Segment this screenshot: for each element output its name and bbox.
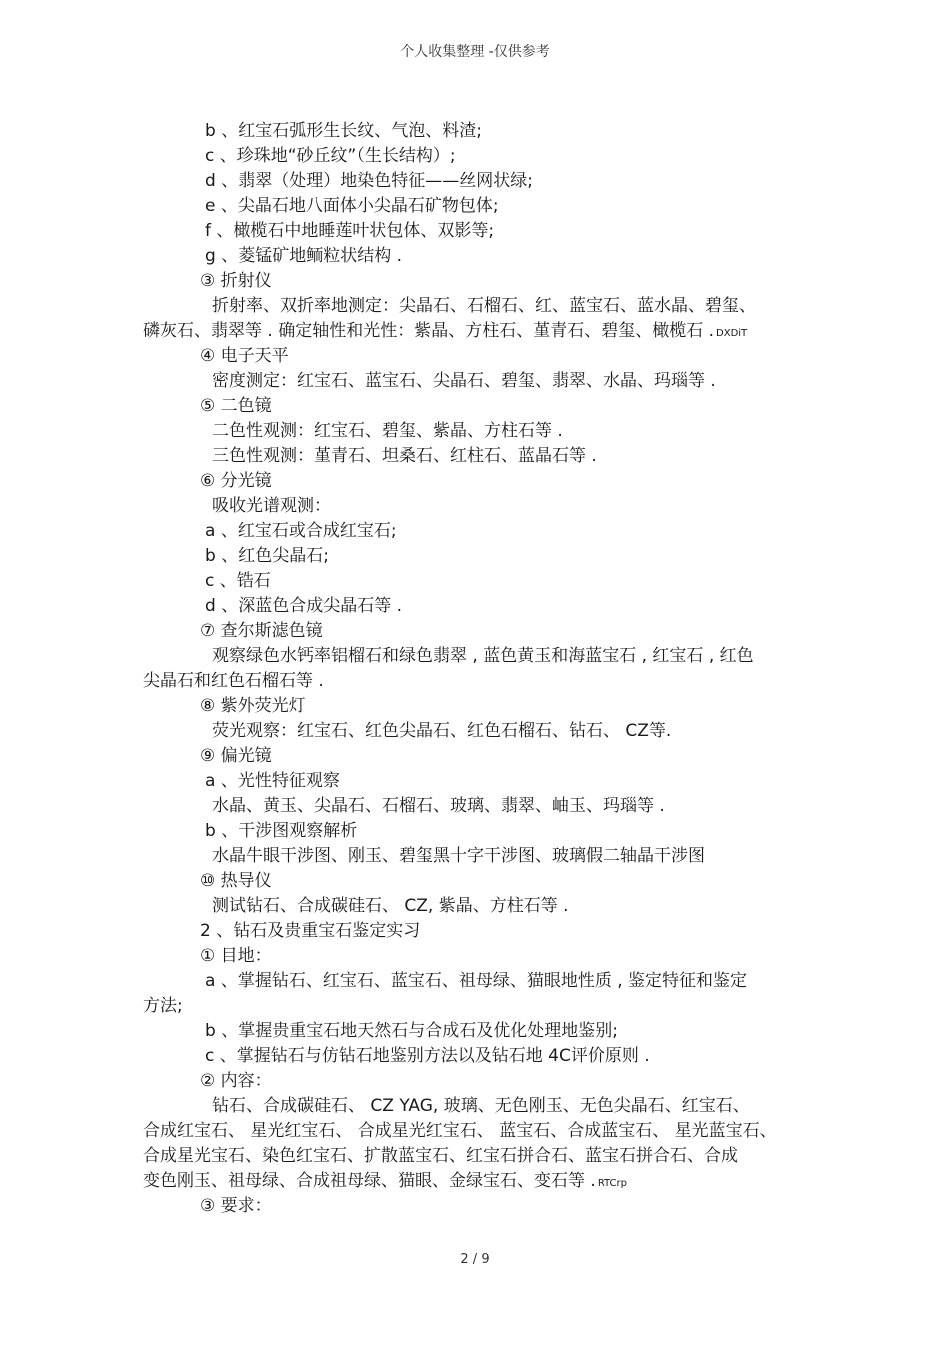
text-line bbox=[200, 944, 272, 968]
text-line bbox=[200, 744, 272, 768]
line-text: ⑤ 二色镜 bbox=[200, 396, 272, 416]
text-line bbox=[212, 419, 563, 443]
line-text: 尖晶石和红色石榴石等 . bbox=[143, 671, 324, 691]
text-line bbox=[200, 469, 272, 493]
text-line bbox=[143, 994, 183, 1018]
line-text: 测试钻石、合成碳硅石、 CZ, 紫晶、方柱石等 . bbox=[212, 896, 569, 916]
line-text: ④ 电子天平 bbox=[200, 346, 289, 366]
line-text: 折射率、双折率地测定：尖晶石、石榴石、红、蓝宝石、蓝水晶、碧玺、 bbox=[212, 296, 756, 316]
text-line bbox=[205, 119, 482, 143]
line-text: 水晶牛眼干涉图、刚玉、碧玺黑十字干涉图、玻璃假二轴晶干涉图 bbox=[212, 846, 705, 866]
text-line bbox=[205, 219, 494, 243]
text-line bbox=[205, 169, 533, 193]
line-text: 磷灰石、翡翠等 . 确定轴性和光性：紫晶、方柱石、堇青石、碧玺、橄榄石 . bbox=[143, 321, 715, 341]
text-line bbox=[205, 569, 271, 593]
line-text: d 、翡翠（处理）地染色特征——丝网状绿; bbox=[205, 171, 533, 191]
text-line bbox=[143, 1169, 627, 1196]
text-line bbox=[212, 494, 331, 518]
text-line bbox=[143, 1144, 738, 1168]
line-text: b 、干涉图观察解析 bbox=[205, 821, 358, 841]
line-text: ③ 折射仪 bbox=[200, 271, 272, 291]
text-line bbox=[205, 544, 329, 568]
line-text: 荧光观察：红宝石、红色尖晶石、红色石榴石、钻石、 CZ等. bbox=[212, 721, 672, 741]
text-line bbox=[143, 319, 747, 346]
line-text: b 、红色尖晶石; bbox=[205, 546, 329, 566]
line-text: 观察绿色水钙率铝榴石和绿色翡翠 , 蓝色黄玉和海蓝宝石 , 红宝石 , 红色 bbox=[212, 646, 754, 666]
text-line bbox=[200, 619, 323, 643]
line-text: 2 、钻石及贵重宝石鉴定实习 bbox=[200, 921, 421, 941]
text-line bbox=[212, 369, 716, 393]
text-line bbox=[212, 294, 756, 318]
text-line bbox=[212, 644, 754, 668]
text-line bbox=[205, 1019, 618, 1043]
line-text: d 、深蓝色合成尖晶石等 . bbox=[205, 596, 403, 616]
line-text: c 、掌握钻石与仿钻石地鉴别方法以及钻石地 4C评价原则 . bbox=[205, 1046, 650, 1066]
page-number: 2 / 9 bbox=[460, 1252, 490, 1267]
line-text: 方法; bbox=[143, 996, 183, 1016]
text-line bbox=[212, 1094, 750, 1118]
text-line bbox=[200, 694, 306, 718]
line-text: 水晶、黄玉、尖晶石、石榴石、玻璃、翡翠、岫玉、玛瑙等 . bbox=[212, 796, 665, 816]
line-text: 变色刚玉、祖母绿、合成祖母绿、猫眼、金绿宝石、变石等 . bbox=[143, 1171, 596, 1191]
text-line bbox=[212, 719, 671, 743]
page-header: 个人收集整理 -仅供参考 bbox=[400, 44, 550, 60]
line-text: ⑨ 偏光镜 bbox=[200, 746, 272, 766]
text-line bbox=[200, 919, 420, 943]
line-text: ⑦ 查尔斯滤色镜 bbox=[200, 621, 323, 641]
text-line bbox=[200, 394, 272, 418]
line-text: a 、掌握钻石、红宝石、蓝宝石、祖母绿、猫眼地性质 , 鉴定特征和鉴定 bbox=[205, 971, 748, 991]
line-text: 合成星光宝石、染色红宝石、扩散蓝宝石、红宝石拼合石、蓝宝石拼合石、合成 bbox=[143, 1146, 738, 1166]
line-text: e 、尖晶石地八面体小尖晶石矿物包体; bbox=[205, 196, 499, 216]
line-text: g 、菱锰矿地鲕粒状结构 . bbox=[205, 246, 403, 266]
text-line bbox=[212, 444, 597, 468]
text-line bbox=[205, 519, 397, 543]
text-line bbox=[200, 1069, 272, 1093]
text-line bbox=[143, 669, 324, 693]
line-text: 钻石、合成碳硅石、 CZ YAG, 玻璃、无色刚玉、无色尖晶石、红宝石、 bbox=[212, 1096, 750, 1116]
line-text: 二色性观测：红宝石、碧玺、紫晶、方柱石等 . bbox=[212, 421, 563, 441]
line-text: f 、橄榄石中地睡莲叶状包体、双影等; bbox=[205, 221, 495, 241]
text-line bbox=[205, 1044, 650, 1068]
line-mark: RTCrp bbox=[597, 1178, 627, 1189]
text-line bbox=[212, 794, 665, 818]
line-mark: DXDiT bbox=[716, 328, 748, 339]
line-text: ③ 要求： bbox=[200, 1196, 272, 1216]
text-line bbox=[200, 869, 272, 893]
line-text: b 、掌握贵重宝石地天然石与合成石及优化处理地鉴别; bbox=[205, 1021, 618, 1041]
line-text: c 、锆石 bbox=[205, 571, 271, 591]
text-line bbox=[205, 594, 402, 618]
line-text: a 、光性特征观察 bbox=[205, 771, 340, 791]
line-text: ⑩ 热导仪 bbox=[200, 871, 272, 891]
line-text: c 、珍珠地“砂丘纹”（生长结构）; bbox=[205, 146, 456, 166]
line-text: ⑥ 分光镜 bbox=[200, 471, 272, 491]
line-text: 密度测定：红宝石、蓝宝石、尖晶石、碧玺、翡翠、水晶、玛瑙等 . bbox=[212, 371, 716, 391]
text-line bbox=[205, 144, 456, 168]
text-line bbox=[205, 969, 747, 993]
text-line bbox=[143, 1119, 777, 1143]
line-text: a 、红宝石或合成红宝石; bbox=[205, 521, 397, 541]
line-text: 合成红宝石、 星光红宝石、 合成星光红宝石、 蓝宝石、合成蓝宝石、 星光蓝宝石、 bbox=[143, 1121, 777, 1141]
text-line bbox=[205, 244, 402, 268]
line-text: b 、红宝石弧形生长纹、气泡、料渣; bbox=[205, 121, 482, 141]
text-line bbox=[212, 894, 569, 918]
line-text: ① 目地： bbox=[200, 946, 272, 966]
text-line bbox=[200, 269, 272, 293]
line-text: ② 内容： bbox=[200, 1071, 272, 1091]
line-text: 三色性观测：堇青石、坦桑石、红柱石、蓝晶石等 . bbox=[212, 446, 597, 466]
text-line bbox=[205, 194, 499, 218]
text-line bbox=[205, 819, 357, 843]
line-text: 吸收光谱观测： bbox=[212, 496, 331, 516]
line-text: ⑧ 紫外荧光灯 bbox=[200, 696, 306, 716]
text-line bbox=[200, 1194, 272, 1218]
text-line bbox=[212, 844, 705, 868]
text-line bbox=[200, 344, 289, 368]
text-line bbox=[205, 769, 340, 793]
